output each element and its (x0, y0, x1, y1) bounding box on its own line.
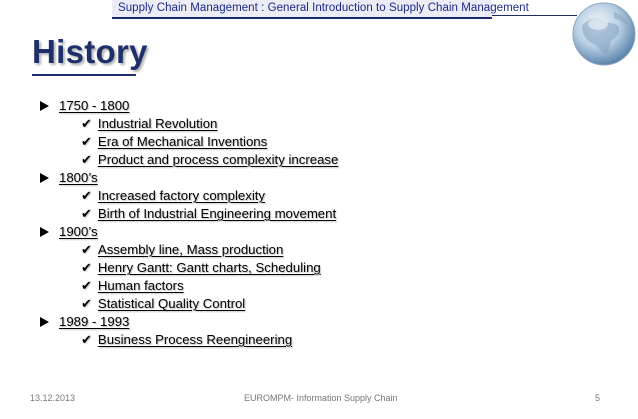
list-item-period (40, 224, 98, 239)
checkmark-icon: ✔ (81, 260, 92, 275)
list-item-text: 1800’s (59, 170, 98, 185)
list-item-detail (81, 206, 336, 222)
arrow-bullet-icon (40, 227, 49, 237)
checkmark-icon: ✔ (81, 188, 92, 203)
list-item-text: Increased factory complexity (97, 188, 266, 203)
list-item-detail (81, 296, 245, 312)
arrow-bullet-icon (40, 173, 49, 183)
globe-icon (568, 0, 638, 70)
slide-title: History (32, 33, 148, 70)
list-item-text: Statistical Quality Control (97, 296, 246, 311)
checkmark-icon: ✔ (81, 134, 92, 149)
list-item-detail (81, 152, 338, 168)
list-item-period (40, 98, 129, 113)
list-item-text: Henry Gantt: Gantt charts, Scheduling (97, 260, 321, 275)
checkmark-icon: ✔ (81, 296, 92, 311)
list-item-text: Assembly line, Mass production (97, 242, 284, 257)
list-item-detail (81, 188, 265, 204)
footer-page-number: 5 (595, 393, 601, 403)
checkmark-icon: ✔ (81, 152, 92, 167)
list-item-text: 1750 - 1800 (59, 98, 130, 113)
list-item-text: 1900’s (59, 224, 98, 239)
list-item-text: Human factors (97, 278, 184, 293)
list-item-detail (81, 260, 321, 276)
list-item-detail (81, 134, 267, 150)
list-item-period (40, 314, 129, 329)
arrow-bullet-icon (40, 317, 49, 327)
arrow-bullet-icon (40, 101, 49, 111)
list-item-text: Industrial Revolution (97, 116, 218, 131)
list-item-detail (81, 332, 292, 348)
list-item-detail (81, 242, 283, 258)
footer-center-text: EUROMPM- Information Supply Chain (244, 393, 398, 403)
list-item-text: 1989 - 1993 (59, 314, 130, 329)
list-item-detail (81, 278, 184, 294)
list-item-text: Business Process Reengineering (97, 332, 293, 347)
title-underline (32, 74, 136, 76)
list-item-text: Product and process complexity increase (97, 152, 339, 167)
checkmark-icon: ✔ (81, 242, 92, 257)
checkmark-icon: ✔ (81, 278, 92, 293)
header-divider (492, 15, 577, 16)
checkmark-icon: ✔ (81, 206, 92, 221)
footer-date: 13.12.2013 (30, 393, 76, 403)
checkmark-icon: ✔ (81, 332, 92, 347)
list-item-text: Birth of Industrial Engineering movement (97, 206, 337, 221)
list-item-period (40, 170, 98, 185)
list-item-text: Era of Mechanical Inventions (97, 134, 268, 149)
header-title: Supply Chain Management : General Introduction to Supply Chain Management (118, 2, 529, 14)
checkmark-icon: ✔ (81, 116, 92, 131)
list-item-detail (81, 116, 217, 132)
